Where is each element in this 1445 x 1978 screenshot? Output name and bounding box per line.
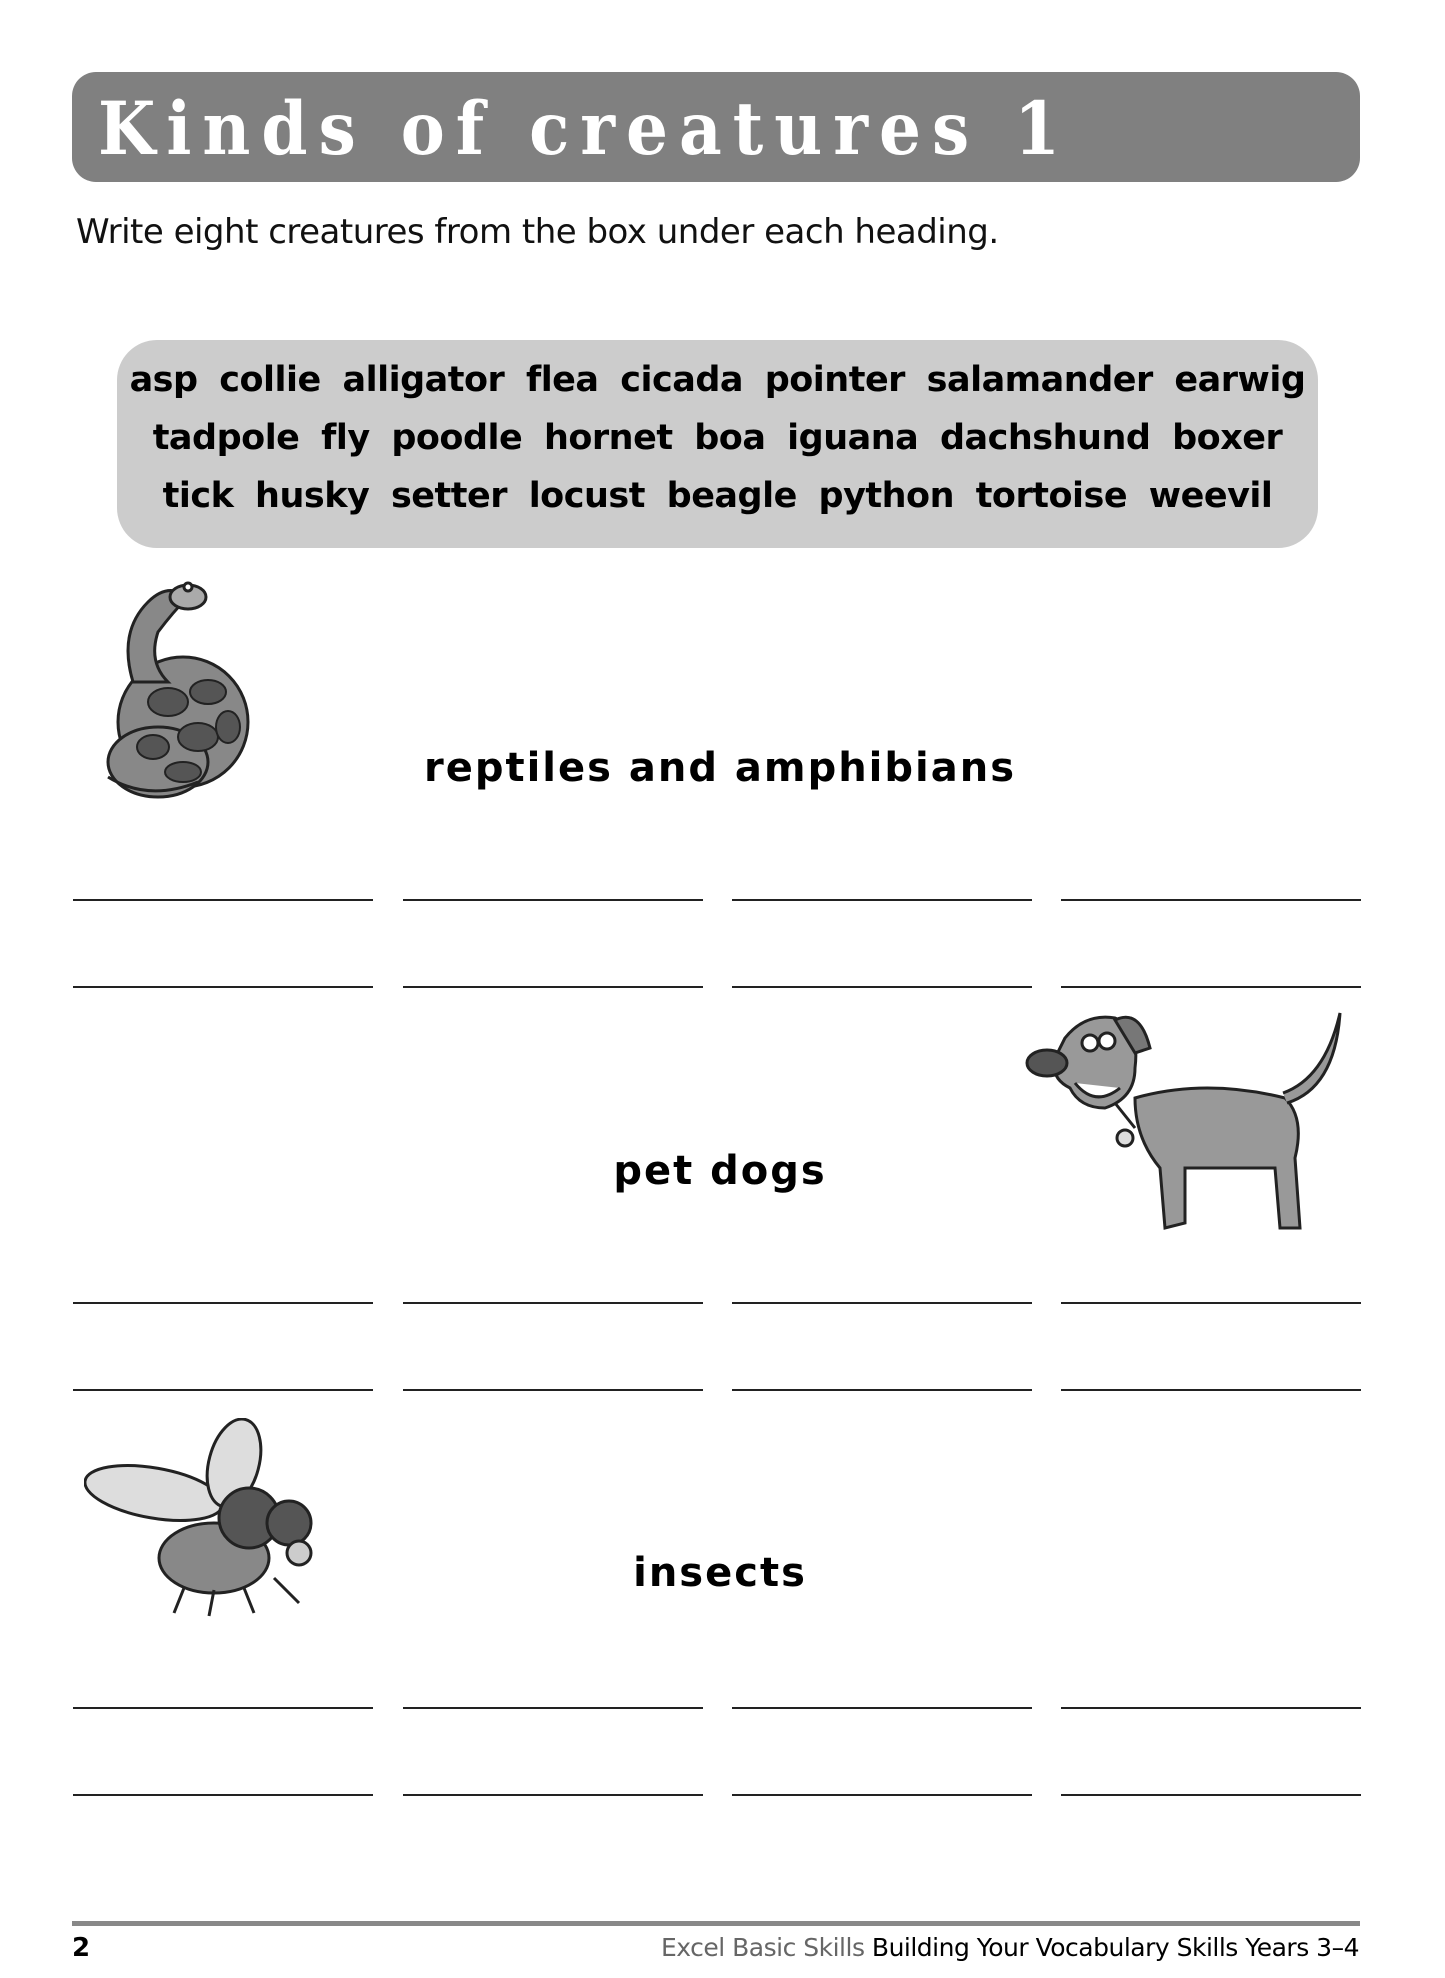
answer-line[interactable] [403,1302,703,1304]
dog-icon [1025,1008,1355,1243]
answer-line[interactable] [732,1794,1032,1796]
answer-line[interactable] [403,1794,703,1796]
footer-series: Excel Basic Skills [660,1933,865,1962]
answer-line[interactable] [73,1794,373,1796]
answer-line[interactable] [1061,1707,1361,1709]
answer-line[interactable] [403,899,703,901]
snake-icon [88,572,263,802]
word-bank-row: tadpole fly poodle hornet boa iguana dachshund boxer [152,418,1283,458]
answer-line[interactable] [73,1302,373,1304]
answer-line[interactable] [732,1707,1032,1709]
section-heading-pet-dogs: pet dogs [613,1148,827,1194]
answer-line[interactable] [73,986,373,988]
answer-line[interactable] [1061,1389,1361,1391]
answer-line[interactable] [732,986,1032,988]
section-heading-reptiles: reptiles and amphibians [423,745,1017,791]
answer-line[interactable] [403,1707,703,1709]
section-heading-insects: insects [633,1550,807,1596]
answer-line[interactable] [1061,1302,1361,1304]
answer-line[interactable] [732,899,1032,901]
answer-line[interactable] [403,1389,703,1391]
fly-icon [84,1418,329,1623]
instruction-text: Write eight creatures from the box under each heading. [76,212,999,252]
title-banner [72,72,1360,182]
word-bank-row: tick husky setter locust beagle python tortoise weevil [162,476,1273,516]
answer-line[interactable] [1061,986,1361,988]
word-bank-row: asp collie alligator flea cicada pointer salamander earwig [129,360,1306,400]
answer-line[interactable] [1061,899,1361,901]
answer-line[interactable] [73,899,373,901]
page-title: Kinds of creatures 1 [98,86,1072,172]
word-bank-box [117,340,1318,548]
answer-line[interactable] [1061,1794,1361,1796]
page-number: 2 [72,1933,91,1963]
answer-line[interactable] [73,1707,373,1709]
answer-line[interactable] [732,1302,1032,1304]
footer-divider [72,1921,1360,1926]
answer-line[interactable] [732,1389,1032,1391]
answer-line[interactable] [73,1389,373,1391]
footer-book-title: Building Your Vocabulary Skills Years 3–4 [871,1933,1359,1962]
footer-book-info [661,1933,1359,1962]
answer-line[interactable] [403,986,703,988]
